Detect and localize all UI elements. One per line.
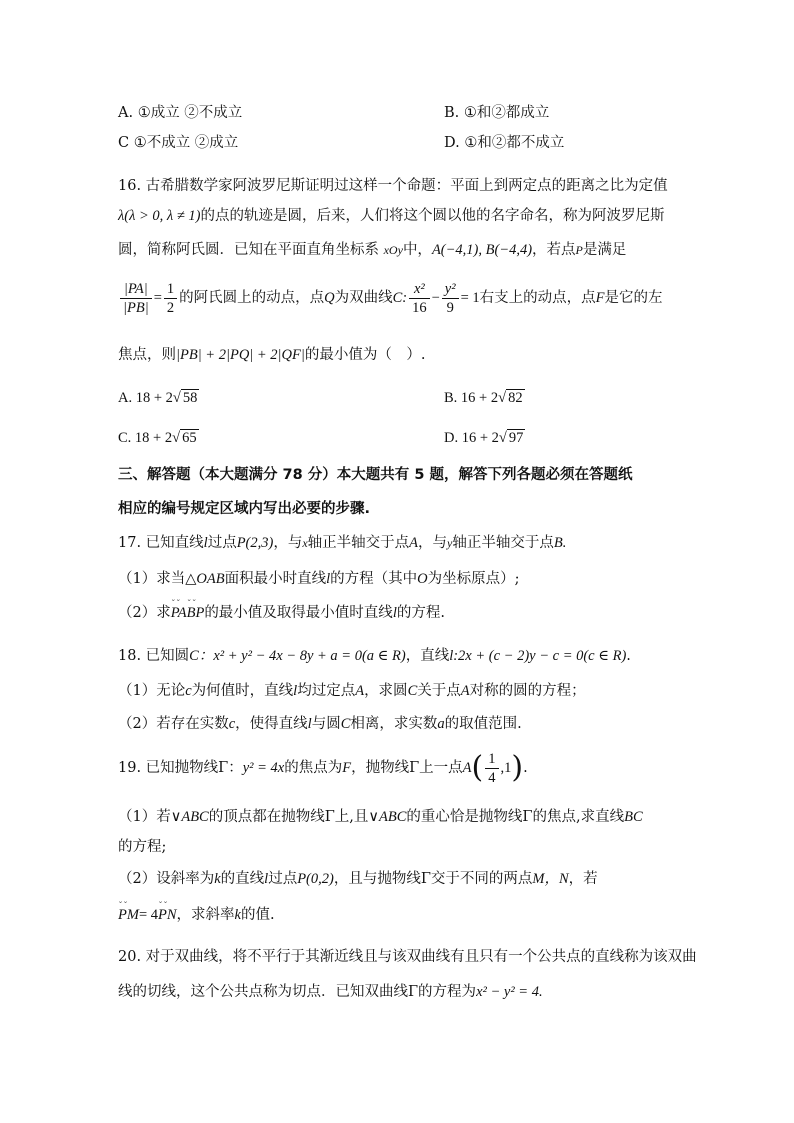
q19-p2-g: 的值.	[240, 907, 275, 923]
y-axis-label: y	[447, 536, 453, 550]
q18-p1-a: （1）无论	[118, 683, 186, 699]
circle-equation: C：x² + y² − 4x − 8y + a = 0(a ∈ R)	[189, 648, 406, 664]
q19-stem-d: .	[523, 760, 528, 776]
q17-p1-b: 面积最小时直线	[224, 571, 327, 587]
q16-line-4-text-c: 右支上的动点，点	[479, 290, 596, 306]
ax-numerator: 1	[485, 750, 498, 769]
line-bc: BC	[624, 809, 643, 825]
hx-denominator: 16	[412, 299, 427, 316]
q17-part-2	[118, 602, 678, 624]
section3-line-1: 三、解答题（本大题满分 78 分）本大题共有 5 题，解答下列各题必须在答题纸	[118, 467, 633, 483]
q16-option-c: C. 18 + 2√ 65	[118, 430, 197, 446]
vector-pn: ˘˘ PN	[158, 904, 177, 926]
q16-line-3-text-c: ，若点	[532, 242, 576, 258]
parabola-equation: y² = 4x	[242, 760, 285, 776]
ratio-fraction	[120, 280, 152, 317]
ratio-denominator: |PB|	[123, 299, 149, 316]
half-fraction	[164, 280, 177, 317]
q19-stem-a: 19. 已知抛物线Γ：	[118, 760, 243, 776]
vector-pa: ˘˘ PA	[171, 602, 187, 624]
a-y-coord: ,1	[500, 760, 512, 776]
hyperbola-equation: x² − y² = 4.	[476, 984, 543, 1000]
vector-bp: ˘˘ BP	[187, 602, 205, 624]
q17-stem-a: 17. 已知直线	[118, 535, 204, 551]
q19-p2-e: ，若	[568, 871, 598, 887]
q19-p1-b: 的顶点都在抛物线Γ上,且∨	[208, 809, 380, 825]
point-a: A	[460, 683, 470, 699]
q18-p1-e: ，求圆	[364, 683, 408, 699]
q17-stem-d: 轴正半轴交于点	[307, 535, 410, 551]
q18-p1-d: 均过定点	[297, 683, 356, 699]
q16-option-a-root: 58	[182, 390, 198, 406]
q16-line-3-text-a: 圆，简称阿氏圆．已知在平面直角坐标系	[118, 242, 379, 258]
line-equation: l:2x + (c − 2)y − c = 0(c ∈ R)	[449, 648, 627, 664]
q16-line-4-text-a: 的阿氏圆上的动点，点	[179, 290, 325, 306]
q16-line-4-text-b: 为双曲线	[334, 290, 393, 306]
q16-line-5-text-a: 焦点，则	[118, 347, 176, 363]
q19-stem-c: ，抛物线Γ上一点	[351, 760, 463, 776]
q16-option-b-root: 82	[508, 390, 523, 406]
vector-equals-four: = 4	[138, 907, 158, 923]
points-mn: M，N	[532, 871, 569, 887]
q18-p1-g: 对称的圆的方程；	[469, 683, 586, 699]
slope-k: k	[234, 907, 241, 923]
hyperbola-y-term	[442, 280, 459, 317]
q19-p1-c: 的重心恰是抛物线Γ的焦点,求直线	[406, 809, 625, 825]
section3-line-2: 相应的编号规定区域内写出必要的步骤.	[118, 501, 371, 517]
q20-line-1: 20. 对于双曲线，将不平行于其渐近线且与该双曲线有且只有一个公共点的直线称为该双曲	[118, 949, 697, 965]
q17-stem-f: 轴正半轴交于点	[452, 535, 554, 551]
focus-f: F	[342, 760, 352, 776]
a-x-fraction	[485, 750, 498, 787]
q19-stem: 19. 已知抛物线Γ：y² = 4x的焦点为F，抛物线Γ上一点A( $\frac{1}{4}$ ,1).	[118, 750, 528, 786]
q16-line-4: $\frac{|PA|}{|PB|}$ = $\frac{1}{2}$ 的阿氏圆上的动点，点Q为双曲线C: $\frac{\text{x²}}{16}$ − $\frac{\text{y²}}{9}$ = 1右支上的动点，点F是它的左	[118, 278, 678, 318]
q20-line-2-text: 线的切线，这个公共点称为切点．已知双曲线Γ的方程为	[118, 984, 477, 1000]
q19-part-2-line-1	[118, 868, 678, 890]
q16-option-c-root: 65	[182, 430, 197, 446]
circle-c: C	[340, 716, 351, 732]
point-a: A	[462, 760, 472, 776]
circle-c: C	[407, 683, 418, 699]
q16-option-a: A. 18 + 2√ 58	[118, 390, 198, 406]
q16-line-3-text-d: 是满足	[582, 242, 627, 258]
q18-part-2	[118, 713, 678, 735]
line-l: l	[326, 571, 331, 587]
lambda-condition: λ(λ > 0, λ ≠ 1)	[118, 208, 201, 224]
q18-p2-d: 与圆	[311, 716, 341, 732]
point-b: B.	[553, 535, 567, 551]
q17-stem-c: ，与	[273, 535, 303, 551]
ratio-numerator: |PA|	[120, 280, 152, 299]
q18-part-1	[118, 680, 678, 702]
hyperbola-x-term	[409, 280, 430, 317]
q18-stem-c: .	[626, 648, 631, 664]
point-p: P	[575, 243, 583, 257]
q20-line-2	[118, 981, 678, 1003]
hy-numerator: y²	[442, 280, 459, 299]
point-p-coords: P(2,3)	[236, 535, 274, 551]
q19-part-2-line-2	[118, 904, 678, 926]
q18-p2-b: ，使得直线	[235, 716, 308, 732]
triangle-abc: ABC	[181, 809, 209, 825]
q18-stem	[118, 645, 678, 667]
q18-p1-b: 为何值时，直线	[191, 683, 294, 699]
line-l: l	[307, 716, 312, 732]
q17-stem	[118, 532, 678, 554]
q19-p2-c: 过点	[268, 871, 298, 887]
q16-line-3	[118, 239, 678, 261]
q17-stem-e: ，与	[418, 535, 448, 551]
q19-part-1-line-1	[118, 806, 678, 828]
q16-line-5	[118, 344, 678, 366]
q17-p1-d: 为坐标原点）;	[427, 571, 520, 587]
q16-option-b-prefix: B. 16 + 2	[444, 390, 499, 406]
half-numerator: 1	[164, 280, 177, 299]
q16-option-d-prefix: D. 16 + 2	[444, 430, 499, 446]
q15-option-a: A. ①成立 ②不成立	[118, 105, 243, 121]
q18-p2-f: 的取值范围.	[444, 716, 522, 732]
q16-option-d: D. 16 + 2√ 97	[444, 430, 524, 446]
triangle-oab: △OAB	[185, 571, 225, 587]
q18-p2-e: 相离，求实数	[350, 716, 438, 732]
q16-option-b: B. 16 + 2√ 82	[444, 390, 523, 406]
q17-p2-c: 的方程.	[396, 605, 445, 621]
q19-part-1-line-2: 的方程;	[118, 839, 167, 855]
ax-denominator: 4	[488, 769, 496, 786]
q19-p2-d: ，且与抛物线Γ交于不同的两点	[333, 871, 533, 887]
line-l: l	[264, 871, 269, 887]
q17-p2-a: （2）求	[118, 605, 171, 621]
q19-p2-b: 的直线	[220, 871, 265, 887]
x-axis-label: x	[302, 536, 308, 550]
q19-p1-a: （1）若∨	[118, 809, 182, 825]
q17-part-1	[118, 568, 678, 590]
half-denominator: 2	[166, 299, 175, 316]
q19-p2-a: （2）设斜率为	[118, 871, 215, 887]
param-c: c	[185, 683, 192, 699]
origin-o: O	[417, 571, 428, 587]
point-a: A	[355, 683, 365, 699]
q18-p1-f: 关于点	[417, 683, 461, 699]
q16-option-a-prefix: A. 18 + 2	[118, 390, 173, 406]
point-f: F	[595, 290, 605, 306]
q17-p1-c: 的方程（其中	[330, 571, 418, 587]
q17-p1-a: （1）求当	[118, 571, 186, 587]
point-p-coords: P(0,2)	[297, 871, 334, 887]
line-l: l	[392, 605, 397, 621]
hy-denominator: 9	[446, 299, 454, 316]
param-c: c	[228, 716, 236, 732]
line-l: l	[203, 535, 208, 551]
q15-option-d: D. ①和②都不成立	[444, 135, 565, 151]
q19-p2-f: ，求斜率	[176, 907, 235, 923]
ratio-equals: =	[153, 290, 162, 306]
xoy-label: xOy	[383, 243, 403, 257]
q17-p2-b: 的最小值及取得最小值时直线	[204, 605, 393, 621]
q17-stem-b: 过点	[207, 535, 237, 551]
vector-pm: ˘˘ PM	[118, 904, 139, 926]
q15-option-b: B. ①和②都成立	[444, 105, 550, 121]
q18-stem-a: 18. 已知圆	[118, 648, 190, 664]
q16-line-2	[118, 205, 678, 227]
q16-line-3-text-b: 中，	[402, 242, 432, 258]
hyperbola-equals-one: = 1	[460, 290, 480, 306]
triangle-abc: ABC	[379, 809, 407, 825]
slope-k: k	[214, 871, 221, 887]
point-a: A	[409, 535, 419, 551]
q16-line-2-text: 的点的轨迹是圆，后来，人们将这个圆以他的名字命名，称为阿波罗尼斯	[200, 208, 665, 224]
q16-line-1: 16. 古希腊数学家阿波罗尼斯证明过这样一个命题：平面上到两定点的距离之比为定值	[118, 178, 668, 194]
q16-option-c-prefix: C. 18 + 2	[118, 430, 173, 446]
q18-stem-b: ，直线	[405, 648, 450, 664]
points-ab: A(−4,1), B(−4,4)	[431, 242, 533, 258]
min-expression: |PB| + 2|PQ| + 2|QF|	[176, 347, 305, 363]
q16-line-4-text-d: 是它的左	[604, 290, 663, 306]
q18-p2-a: （2）若存在实数	[118, 716, 229, 732]
q15-option-c: C ①不成立 ②成立	[118, 135, 239, 151]
point-q: Q	[324, 290, 335, 306]
q16-line-5-text-b: 的最小值为（ ）.	[304, 347, 426, 363]
curve-name: C:	[392, 290, 408, 306]
line-l: l	[293, 683, 298, 699]
hx-numerator: x²	[409, 280, 430, 299]
q19-stem-b: 的焦点为	[284, 760, 343, 776]
param-a: a	[437, 716, 445, 732]
q16-option-d-root: 97	[508, 430, 524, 446]
